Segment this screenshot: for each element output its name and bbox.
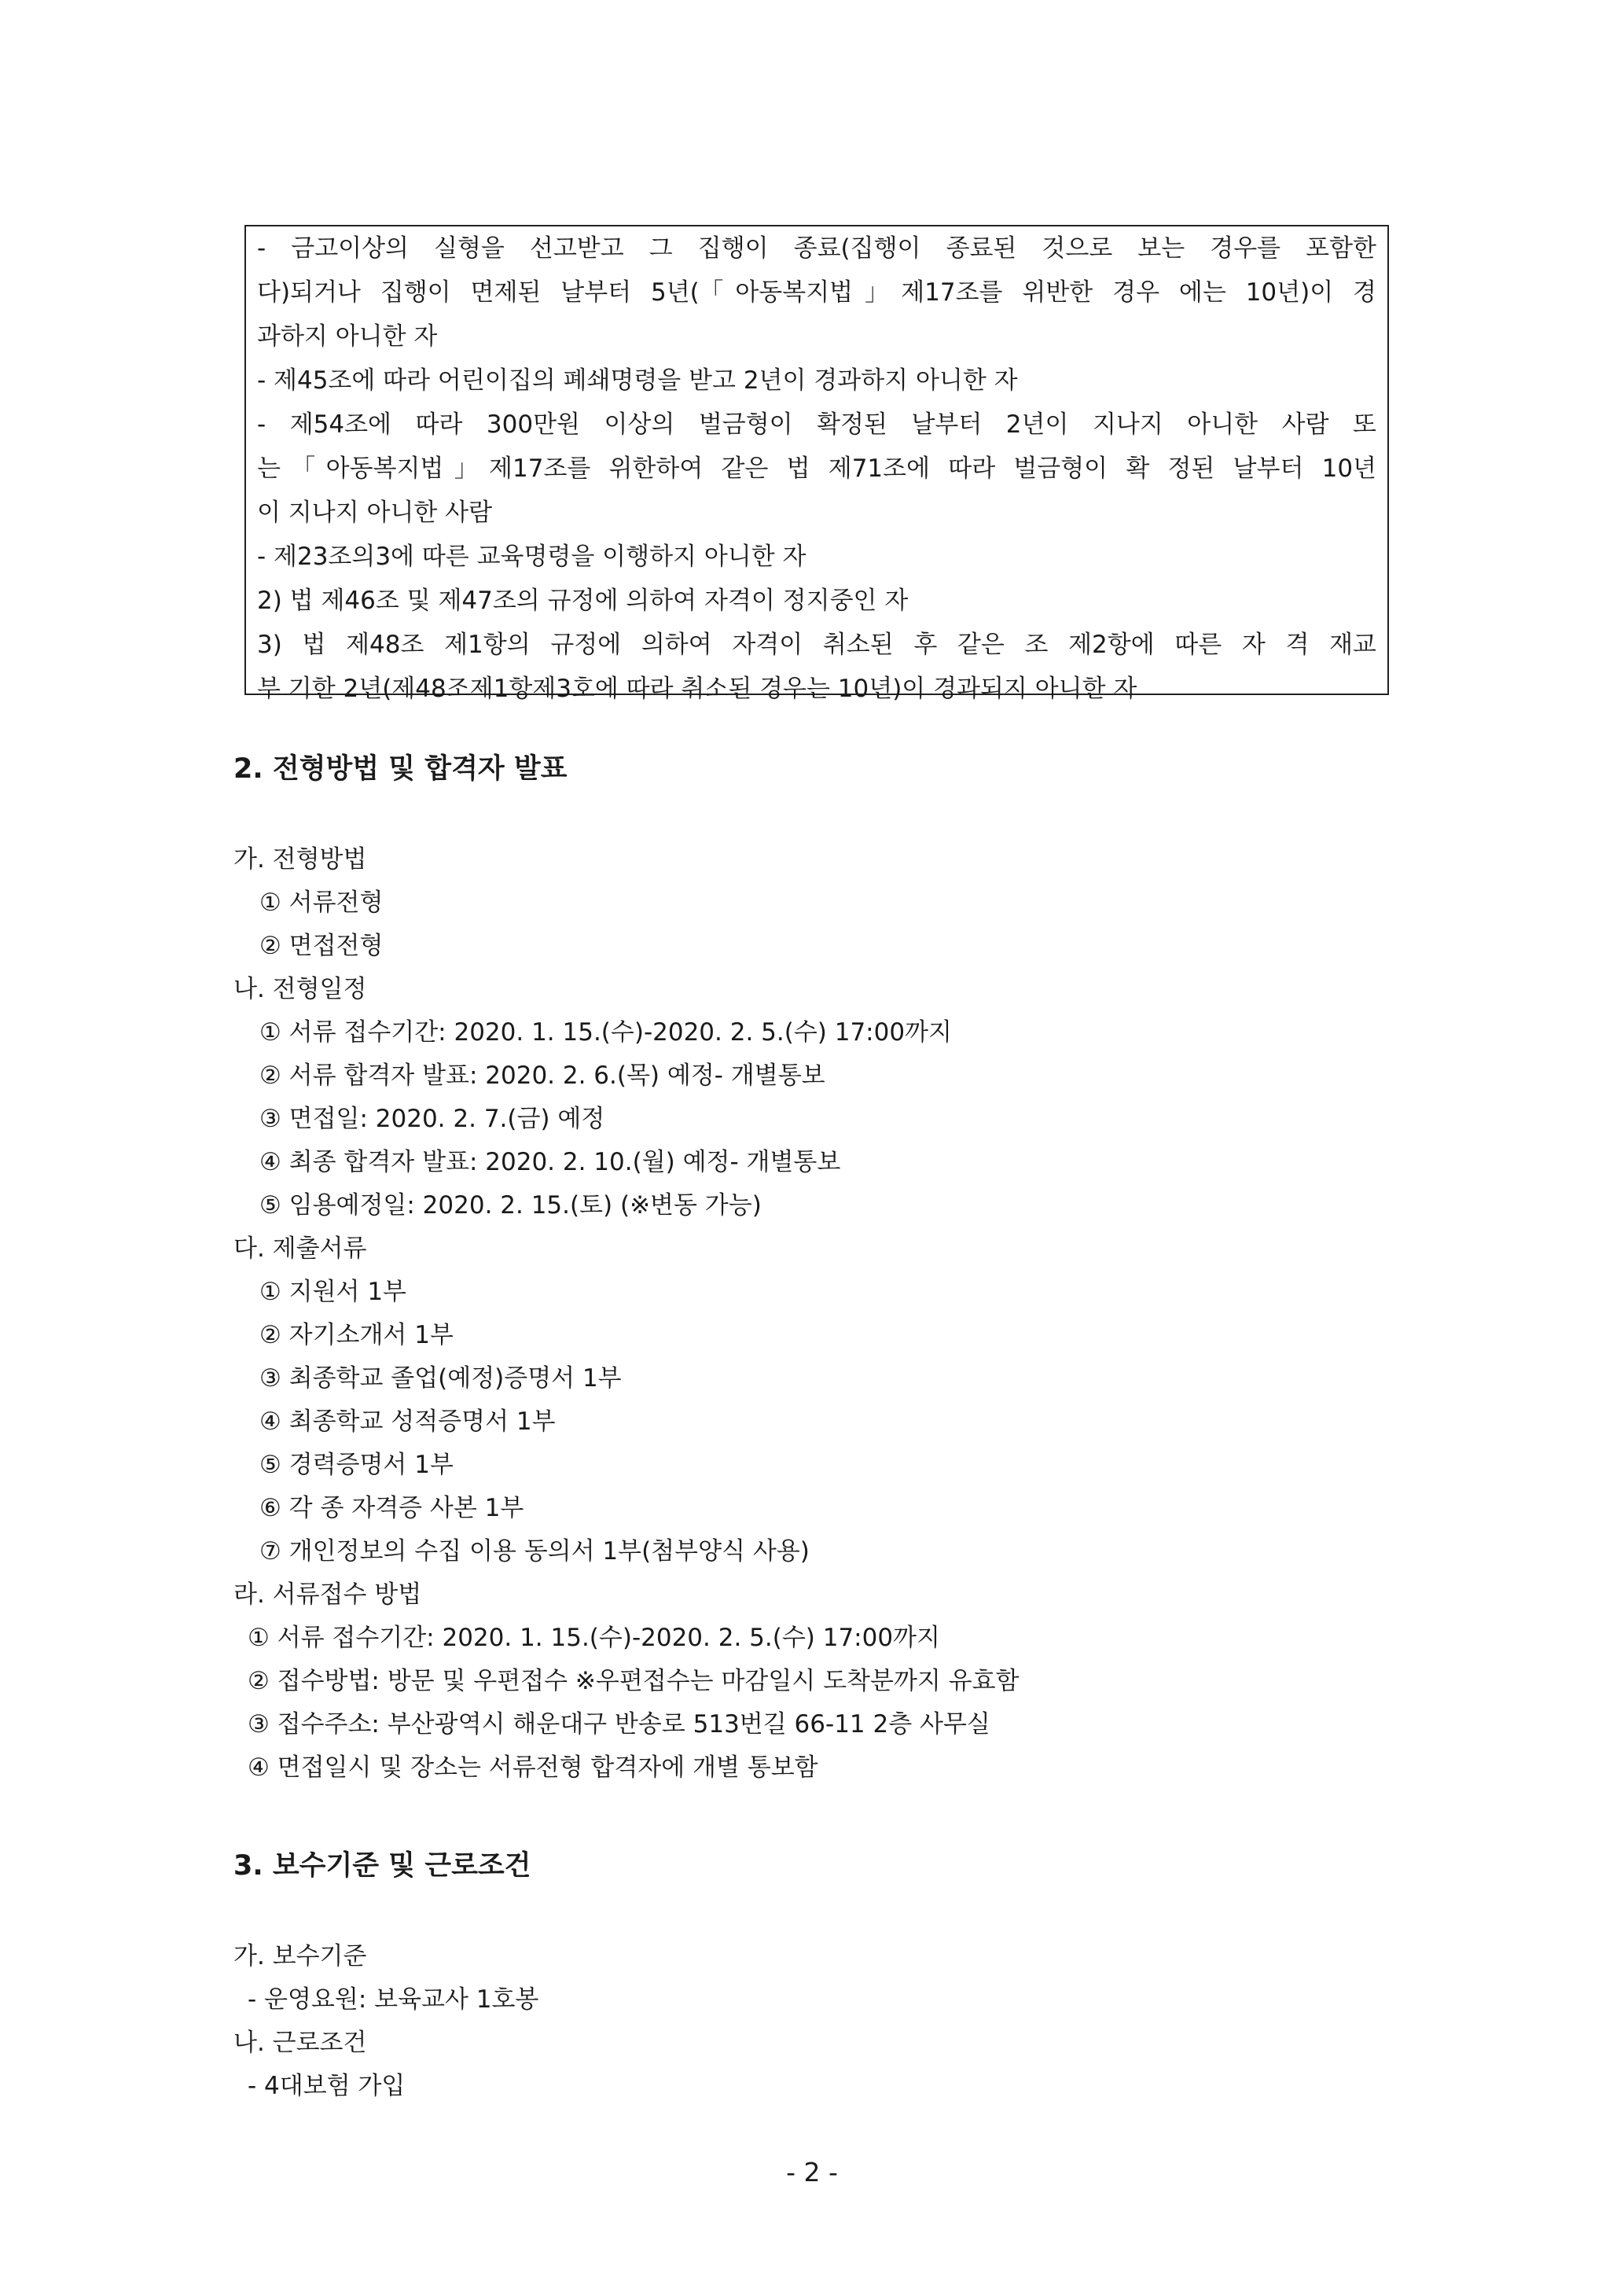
box-line: 부 기한 2년(제48조제1항제3호에 따라 취소된 경우는 10년)이 경과되지 아니한 자 [257,675,1137,703]
box-line: 3) 법 제48조 제1항의 규정에 의하여 자격이 취소된 후 같은 조 제2항에 따른 자 격 재교 [257,631,1376,659]
list-item: ② 접수방법: 방문 및 우편접수 ※우편접수는 마감일시 도착분까지 유효함 [248,1667,1020,1695]
list-item: ② 서류 합격자 발표: 2020. 2. 6.(목) 예정- 개별통보 [259,1062,825,1090]
subsection-title: 나. 근로조건 [233,2029,367,2057]
list-item: ⑥ 각 종 자격증 사본 1부 [259,1494,524,1522]
box-line: 과하지 아니한 자 [257,322,438,351]
list-item: - 4대보험 가입 [248,2072,406,2100]
subsection-title: 가. 전형방법 [233,845,367,874]
list-item: - 운영요원: 보육교사 1호봉 [248,1985,539,2014]
disqualification-box [244,225,1389,703]
box-line: - 제45조에 따라 어린이집의 폐쇄명령을 받고 2년이 경과하지 아니한 자 [257,366,1018,395]
list-item: ④ 최종학교 성적증명서 1부 [259,1407,556,1436]
box-line: - 제54조에 따라 300만원 이상의 벌금형이 확정된 날부터 2년이 지나지 아니한 사람 또 [257,410,1376,439]
list-item: ① 서류 접수기간: 2020. 1. 15.(수)-2020. 2. 5.(수) 17:00까지 [248,1624,940,1652]
list-item: ⑤ 경력증명서 1부 [259,1451,454,1479]
list-item: ③ 면접일: 2020. 2. 7.(금) 예정 [259,1105,605,1133]
list-item: ③ 접수주소: 부산광역시 해운대구 반송로 513번길 66-11 2층 사무실 [248,1710,990,1739]
box-line: - 제23조의3에 따른 교육명령을 이행하지 아니한 자 [257,543,806,571]
list-item: ① 서류전형 [259,889,384,917]
subsection-title: 나. 전형일정 [233,975,367,1003]
list-item: ⑤ 임용예정일: 2020. 2. 15.(토) (※변동 가능) [259,1191,762,1220]
box-line: 2) 법 제46조 및 제47조의 규정에 의하여 자격이 정지중인 자 [257,587,909,615]
list-item: ② 면접전형 [259,932,384,960]
page-number: - 2 - [786,2157,838,2187]
list-item: ① 지원서 1부 [259,1278,407,1306]
box-line: 는「아동복지법」제17조를 위한하여 같은 법 제71조에 따라 벌금형이 확 정된 날부터 10년 [257,454,1376,483]
box-line: - 금고이상의 실형을 선고받고 그 집행이 종료(집행이 종료된 것으로 보는 경우를 포함한 [257,234,1376,263]
list-item: ④ 최종 합격자 발표: 2020. 2. 10.(월) 예정- 개별통보 [259,1148,841,1176]
box-line: 다)되거나 집행이 면제된 날부터 5년(「아동복지법」제17조를 위반한 경우 에는 10년)이 경 [257,278,1376,307]
subsection-title: 가. 보수기준 [233,1942,367,1970]
subsection-title: 다. 제출서류 [233,1234,367,1263]
list-item: ④ 면접일시 및 장소는 서류전형 합격자에 개별 통보함 [248,1753,818,1782]
list-item: ② 자기소개서 1부 [259,1321,454,1349]
section-2-heading: 2. 전형방법 및 합격자 발표 [233,753,568,785]
list-item: ③ 최종학교 졸업(예정)증명서 1부 [259,1364,622,1393]
section-3-heading: 3. 보수기준 및 근로조건 [233,1850,531,1882]
box-line: 이 지나지 아니한 사람 [257,499,493,527]
list-item: ① 서류 접수기간: 2020. 1. 15.(수)-2020. 2. 5.(수) 17:00까지 [259,1018,952,1047]
list-item: ⑦ 개인정보의 수집 이용 동의서 1부(첨부양식 사용) [259,1537,810,1566]
subsection-title: 라. 서류접수 방법 [233,1580,422,1609]
